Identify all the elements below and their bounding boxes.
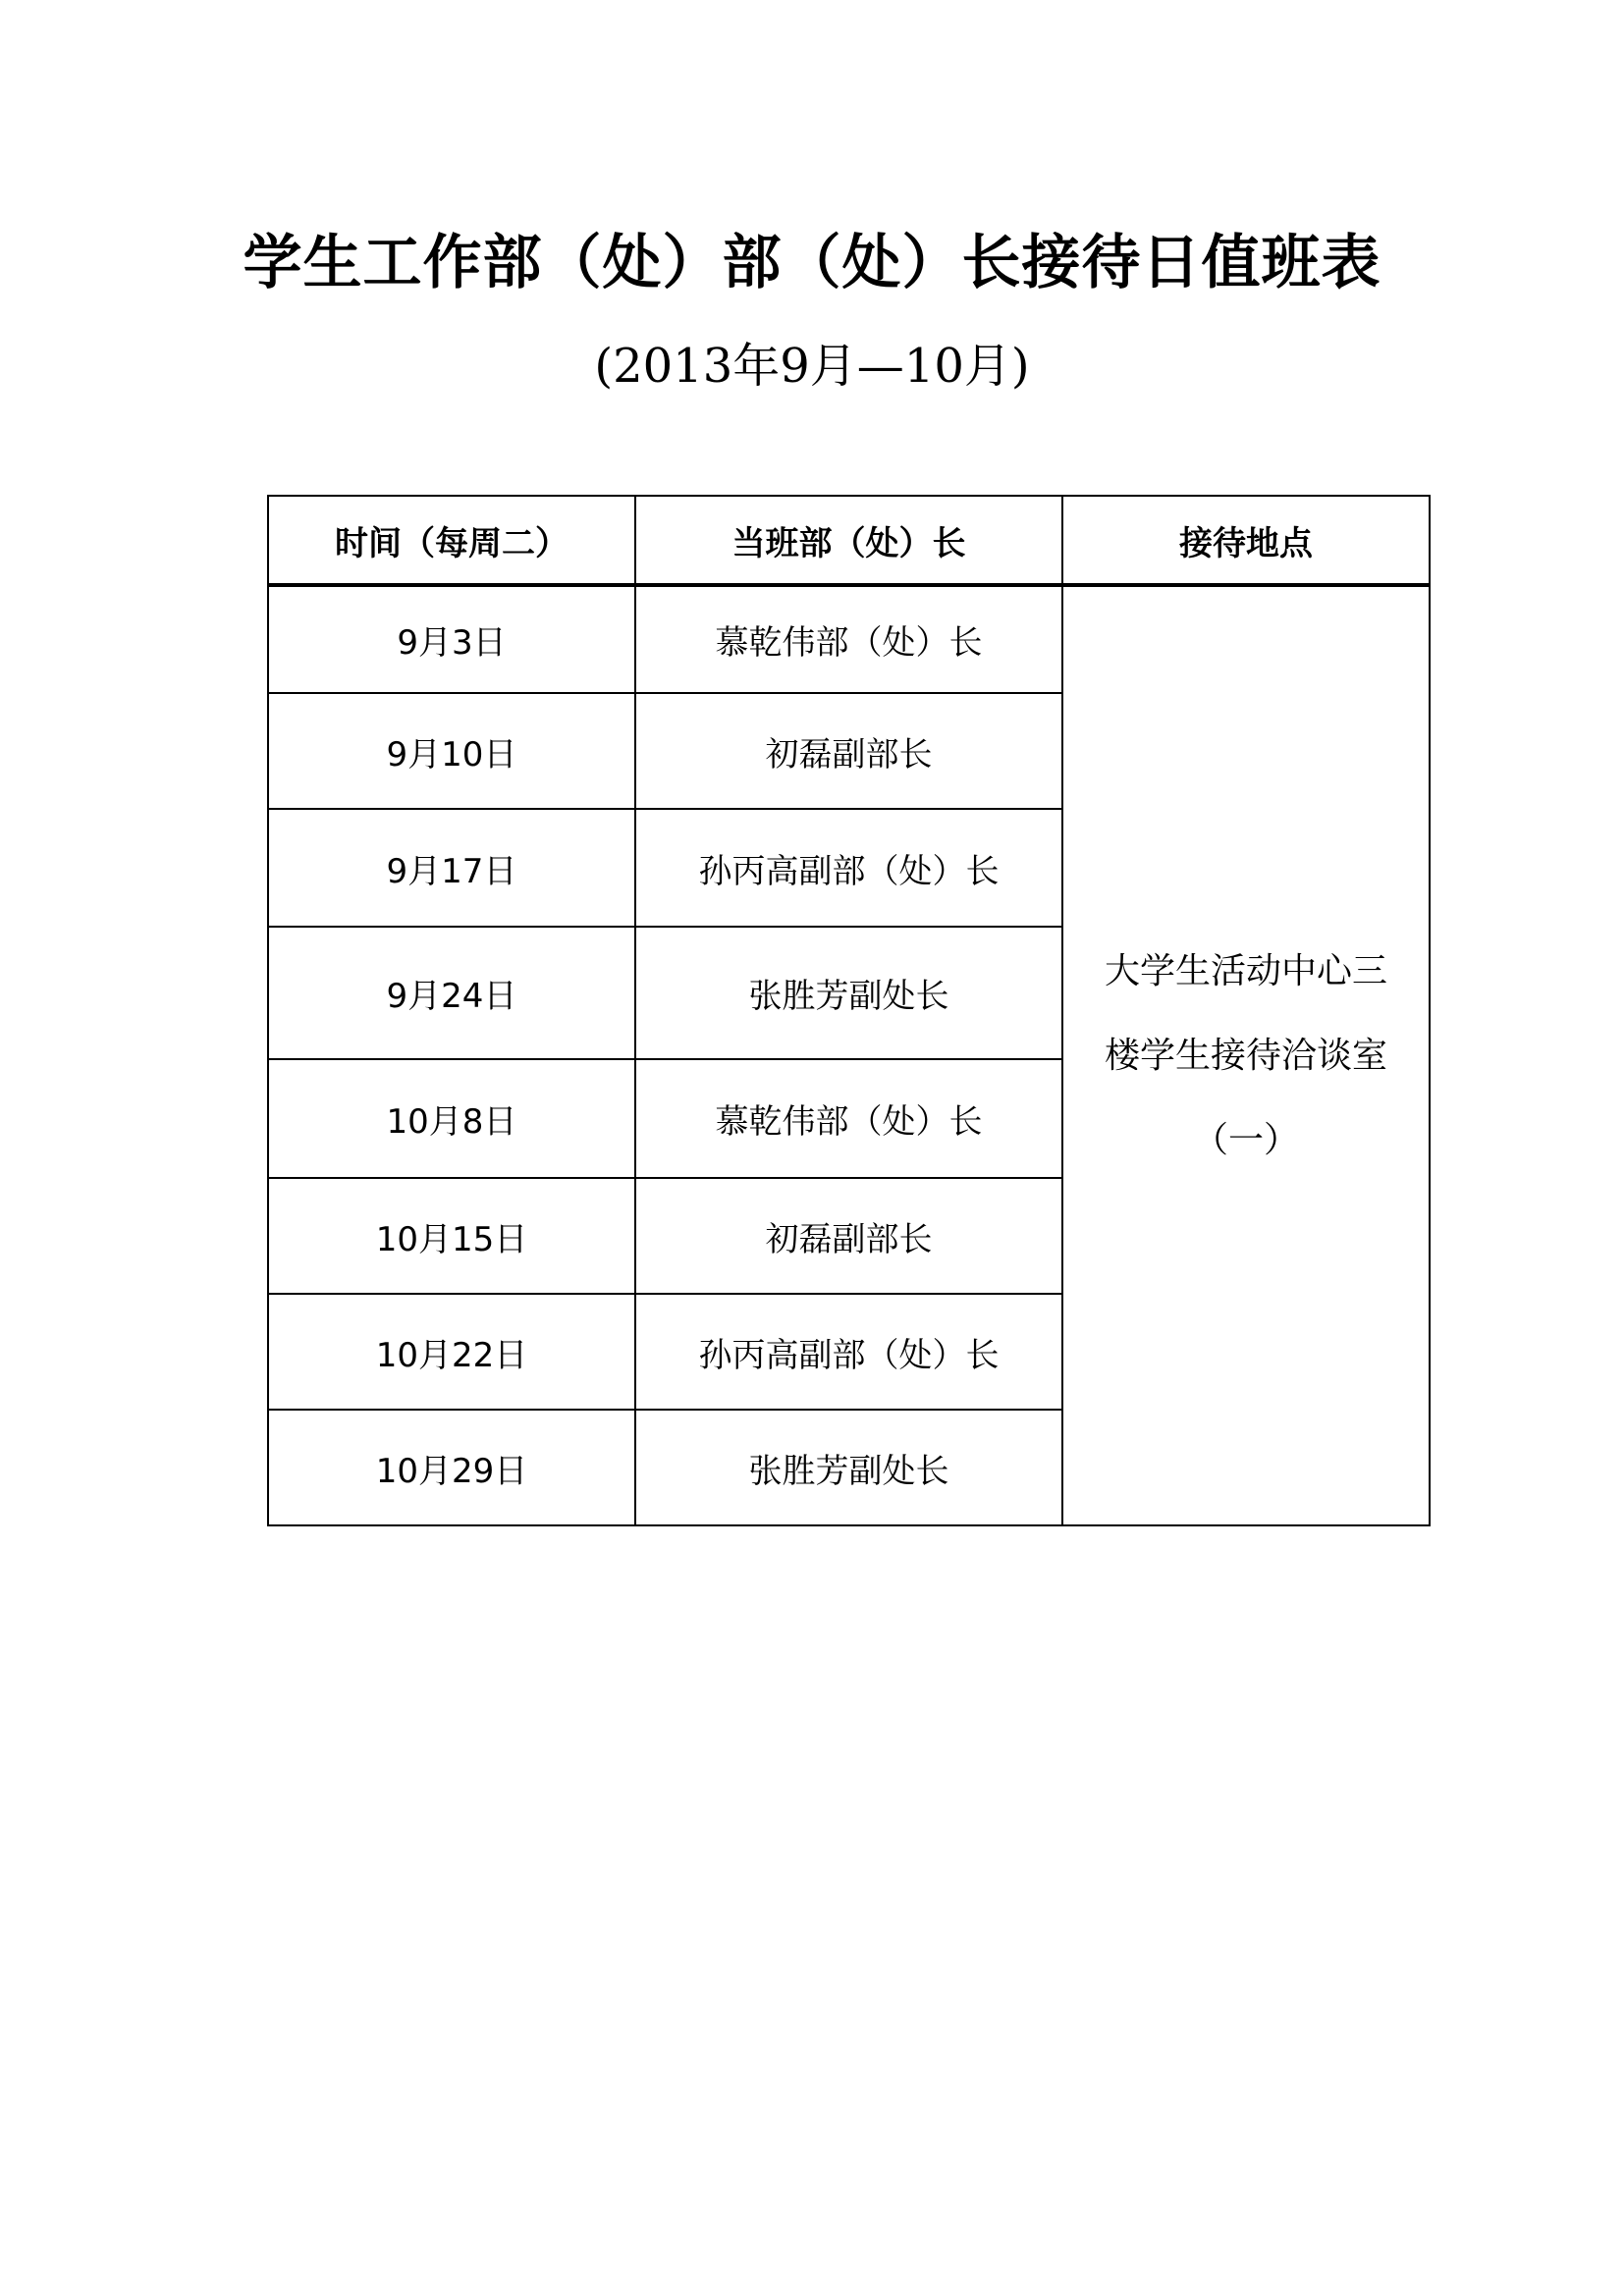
location-line: 楼学生接待洽谈室 xyxy=(1104,1035,1387,1076)
duty-person-cell: 张胜芳副处长 xyxy=(635,927,1062,1059)
location-cell xyxy=(1062,585,1430,1525)
table-header-row xyxy=(268,496,1430,585)
page-subtitle: (2013年9月—10月) xyxy=(594,339,1030,394)
date-cell: 9月3日 xyxy=(268,585,635,693)
date-cell: 10月15日 xyxy=(268,1178,635,1294)
location-line: 大学生活动中心三 xyxy=(1104,950,1387,991)
location-line: （一） xyxy=(1192,1119,1299,1160)
date-cell: 10月29日 xyxy=(268,1410,635,1525)
header-time: 时间（每周二） xyxy=(268,496,635,585)
duty-person-cell: 孙丙高副部（处）长 xyxy=(635,809,1062,927)
duty-person-cell: 初磊副部长 xyxy=(635,1178,1062,1294)
duty-person-cell: 慕乾伟部（处）长 xyxy=(635,585,1062,693)
duty-person-cell: 慕乾伟部（处）长 xyxy=(635,1059,1062,1178)
duty-person-cell: 张胜芳副处长 xyxy=(635,1410,1062,1525)
duty-schedule-table xyxy=(267,495,1431,1526)
date-cell: 10月8日 xyxy=(268,1059,635,1178)
date-cell: 9月10日 xyxy=(268,693,635,809)
date-cell: 9月17日 xyxy=(268,809,635,927)
duty-person-cell: 初磊副部长 xyxy=(635,693,1062,809)
date-cell: 9月24日 xyxy=(268,927,635,1059)
table-row xyxy=(268,585,1430,693)
page-title: 学生工作部（处）部（处）长接待日值班表 xyxy=(243,229,1381,297)
header-location: 接待地点 xyxy=(1062,496,1430,585)
date-cell: 10月22日 xyxy=(268,1294,635,1410)
duty-person-cell: 孙丙高副部（处）长 xyxy=(635,1294,1062,1410)
header-duty-director: 当班部（处）长 xyxy=(635,496,1062,585)
